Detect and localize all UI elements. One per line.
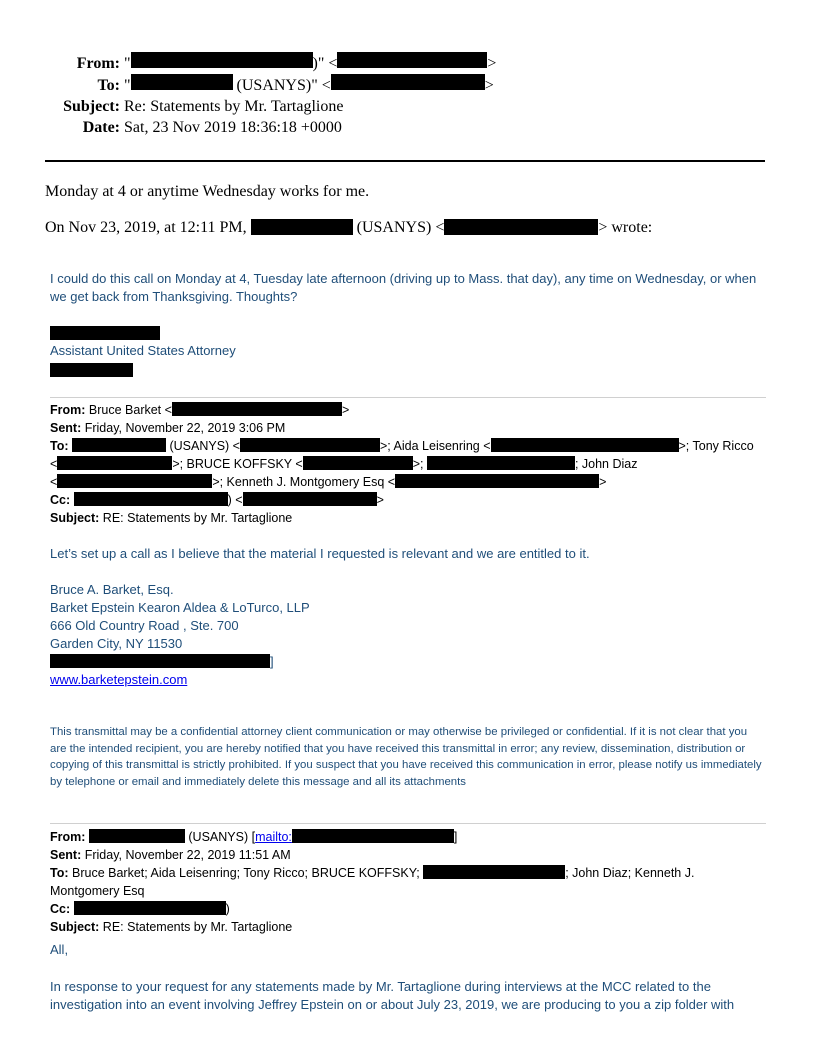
redaction [337, 52, 487, 68]
message-divider [50, 823, 766, 824]
msg3-sent-row: Sent: Friday, November 22, 2019 11:51 AM [50, 848, 291, 862]
redaction [89, 829, 185, 843]
msg3-to-row: To: Bruce Barket; Aida Leisenring; Tony Ricco; BRUCE KOFFSKY; ; John Diaz; Kenneth J. [50, 866, 695, 880]
msg2-from-row: From: Bruce Barket < > [50, 403, 350, 417]
redaction [491, 438, 679, 452]
redaction [423, 865, 565, 879]
redaction [50, 363, 133, 377]
redaction [57, 474, 212, 488]
redaction [292, 829, 454, 843]
header-date-row [0, 117, 816, 138]
website-link[interactable]: www.barketepstein.com [50, 672, 188, 687]
redaction [74, 901, 226, 915]
redaction [72, 438, 166, 452]
sig-name: Bruce A. Barket, Esq. [50, 582, 174, 597]
to-label: To: [97, 77, 120, 94]
header-from-row: From: " )" < > [0, 52, 816, 74]
subject-label: Subject: [63, 98, 120, 115]
msg2-body: Let’s set up a call as I believe that the material I requested is relevant and we are entitled to it. [50, 546, 590, 561]
redaction [303, 456, 413, 470]
redaction [131, 52, 313, 68]
redaction [444, 219, 598, 235]
msg3-from-row: From: (USANYS) [mailto: ] [50, 830, 458, 844]
message-divider [50, 397, 766, 398]
msg2-header: From: Bruce Barket < > Sent: Friday, November 22, 2019 3:06 PM To: (USANYS) < >; Aida Leisenring < >; Tony Ricco < >; BRUCE KOFFSKY < >; ; John Diaz < >; Kenneth J. Montgomery Esq < > Cc: ) < > Subject: RE: Statements by Mr. Tartaglione [50, 401, 766, 527]
header-divider [45, 160, 765, 162]
redaction [50, 654, 270, 668]
redaction [57, 456, 172, 470]
from-label: From: [76, 55, 120, 72]
redaction [243, 492, 377, 506]
quote-attribution: On Nov 23, 2019, at 12:11 PM, (USANYS) < > wrote: [45, 219, 653, 236]
header-subject-row [0, 96, 816, 117]
confidentiality-disclaimer: This transmittal may be a confidential attorney client communication or may otherwise be privileged or confidential. If it is not clear that you are the intended recipient, you are hereby notified that you have received this transmittal in error; any review, dissemination, distribution or copying of this transmittal is strictly prohibited. If you suspect that you have received this communication in error, please notify us immediately by telephone or email and immediately delete this message and all its attachments [50, 726, 762, 788]
date-value: Sat, 23 Nov 2019 18:36:18 +0000 [124, 119, 342, 136]
header-to-row: To: " (USANYS)" < > [0, 74, 816, 96]
redaction [331, 74, 485, 90]
reply-text: Monday at 4 or anytime Wednesday works for me. [45, 183, 370, 200]
sig-address-1: 666 Old Country Road , Ste. 700 [50, 618, 239, 633]
email-header [0, 52, 816, 138]
date-label: Date: [82, 119, 120, 136]
msg3-greeting: All, [50, 942, 69, 957]
msg3-body: In response to your request for any statements made by Mr. Tartaglione during interviews at the MCC related to the investigation into an event involving Jeffrey Epstein on or about July 23, 2019, we are producing to you a zip folder with [50, 979, 735, 1012]
msg2-to-row: To: (USANYS) < >; Aida Leisenring < >; Tony Ricco [50, 439, 754, 453]
redaction [240, 438, 380, 452]
msg3-header: From: (USANYS) [mailto: ] Sent: Friday, November 22, 2019 11:51 AM To: Bruce Barket; Aida Leisenring; Tony Ricco; BRUCE KOFFSKY; ; John Diaz; Kenneth J. Montgomery Esq Cc: ) Subject: RE: Statements by Mr. Tartaglione [50, 828, 766, 936]
msg3-cc-row: Cc: ) [50, 902, 230, 916]
redaction [50, 326, 160, 340]
redaction [74, 492, 228, 506]
msg1-body: I could do this call on Monday at 4, Tuesday late afternoon (driving up to Mass. that day), any time on Wednesday, or when we get back from Thanksgiving. Thoughts? [50, 271, 757, 304]
redaction [395, 474, 599, 488]
sig-address-2: Garden City, NY 11530 [50, 636, 183, 651]
subject-value: Re: Statements by Mr. Tartaglione [124, 98, 344, 115]
mailto-link[interactable]: mailto: [255, 830, 292, 844]
sig-firm: Barket Epstein Kearon Aldea & LoTurco, LLP [50, 600, 310, 615]
msg2-subject-row: Subject: RE: Statements by Mr. Tartaglione [50, 511, 293, 525]
redaction [427, 456, 575, 470]
msg2-signature: Bruce A. Barket, Esq. Barket Epstein Kearon Aldea & LoTurco, LLP 666 Old Country Road , Ste. 700 Garden City, NY 11530 ] www.barketepstein.com [50, 581, 765, 689]
msg2-cc-row: Cc: ) < > [50, 493, 384, 507]
redaction [172, 402, 342, 416]
redaction [251, 219, 353, 235]
msg3-subject-row: Subject: RE: Statements by Mr. Tartaglione [50, 920, 293, 934]
msg1-signature-title: Assistant United States Attorney [50, 343, 236, 358]
msg2-sent-row: Sent: Friday, November 22, 2019 3:06 PM [50, 421, 286, 435]
redaction [131, 74, 233, 90]
